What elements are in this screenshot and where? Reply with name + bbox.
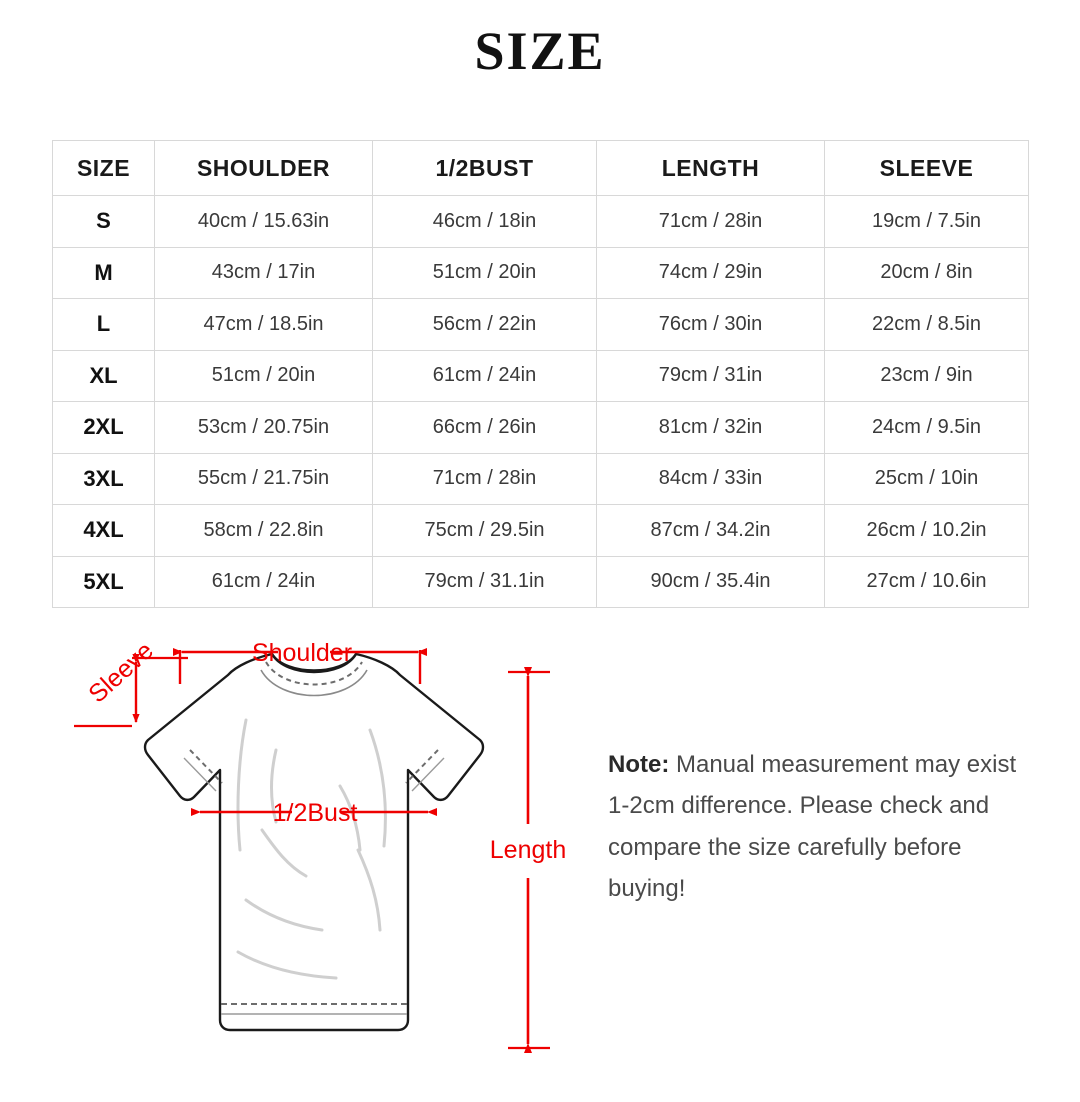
cell-length: 79cm / 31in bbox=[597, 350, 825, 402]
table-header bbox=[53, 141, 1029, 196]
cell-sleeve: 20cm / 8in bbox=[825, 247, 1029, 299]
cell-size: 2XL bbox=[53, 402, 155, 454]
cell-sleeve: 25cm / 10in bbox=[825, 453, 1029, 505]
column-header-half-bust: 1/2BUST bbox=[373, 141, 597, 196]
cell-half-bust: 66cm / 26in bbox=[373, 402, 597, 454]
note-body: Manual measurement may exist 1-2cm difference. Please check and compare the size carefully before buying! bbox=[608, 751, 1017, 902]
table-row bbox=[53, 247, 1029, 299]
cell-shoulder: 53cm / 20.75in bbox=[155, 402, 373, 454]
cell-size: L bbox=[53, 299, 155, 351]
cell-length: 81cm / 32in bbox=[597, 402, 825, 454]
cell-shoulder: 43cm / 17in bbox=[155, 247, 373, 299]
tshirt-illustration bbox=[145, 654, 483, 1030]
cell-length: 90cm / 35.4in bbox=[597, 556, 825, 608]
cell-sleeve: 22cm / 8.5in bbox=[825, 299, 1029, 351]
cell-size: M bbox=[53, 247, 155, 299]
cell-shoulder: 61cm / 24in bbox=[155, 556, 373, 608]
cell-size: 4XL bbox=[53, 505, 155, 557]
cell-shoulder: 58cm / 22.8in bbox=[155, 505, 373, 557]
cell-half-bust: 46cm / 18in bbox=[373, 196, 597, 248]
cell-sleeve: 24cm / 9.5in bbox=[825, 402, 1029, 454]
cell-sleeve: 27cm / 10.6in bbox=[825, 556, 1029, 608]
column-header-length: LENGTH bbox=[597, 141, 825, 196]
cell-sleeve: 19cm / 7.5in bbox=[825, 196, 1029, 248]
cell-shoulder: 55cm / 21.75in bbox=[155, 453, 373, 505]
sleeve-label: Sleeve bbox=[83, 636, 159, 709]
measurement-diagram bbox=[40, 600, 600, 1070]
table-row bbox=[53, 299, 1029, 351]
cell-length: 76cm / 30in bbox=[597, 299, 825, 351]
cell-half-bust: 75cm / 29.5in bbox=[373, 505, 597, 557]
table-row bbox=[53, 350, 1029, 402]
cell-size: 5XL bbox=[53, 556, 155, 608]
column-header-shoulder: SHOULDER bbox=[155, 141, 373, 196]
table-row bbox=[53, 402, 1029, 454]
cell-size: 3XL bbox=[53, 453, 155, 505]
cell-length: 71cm / 28in bbox=[597, 196, 825, 248]
page-title: SIZE bbox=[474, 21, 606, 81]
cell-length: 74cm / 29in bbox=[597, 247, 825, 299]
cell-shoulder: 47cm / 18.5in bbox=[155, 299, 373, 351]
cell-half-bust: 56cm / 22in bbox=[373, 299, 597, 351]
note-label: Note: bbox=[608, 751, 670, 778]
column-header-size: SIZE bbox=[53, 141, 155, 196]
cell-sleeve: 23cm / 9in bbox=[825, 350, 1029, 402]
cell-half-bust: 51cm / 20in bbox=[373, 247, 597, 299]
shoulder-label: Shoulder bbox=[251, 639, 353, 667]
size-chart-table-container bbox=[52, 140, 1028, 608]
table-row bbox=[53, 505, 1029, 557]
cell-length: 87cm / 34.2in bbox=[597, 505, 825, 557]
note-text bbox=[608, 744, 1028, 909]
column-header-sleeve: SLEEVE bbox=[825, 141, 1029, 196]
cell-shoulder: 51cm / 20in bbox=[155, 350, 373, 402]
table-row bbox=[53, 196, 1029, 248]
half-bust-label: 1/2Bust bbox=[272, 799, 358, 827]
cell-size: XL bbox=[53, 350, 155, 402]
cell-half-bust: 61cm / 24in bbox=[373, 350, 597, 402]
table-row bbox=[53, 453, 1029, 505]
sleeve-measure-line bbox=[74, 636, 188, 726]
cell-half-bust: 79cm / 31.1in bbox=[373, 556, 597, 608]
cell-shoulder: 40cm / 15.63in bbox=[155, 196, 373, 248]
cell-half-bust: 71cm / 28in bbox=[373, 453, 597, 505]
table-header-row bbox=[53, 141, 1029, 196]
cell-sleeve: 26cm / 10.2in bbox=[825, 505, 1029, 557]
size-chart-table bbox=[52, 140, 1029, 608]
table-body bbox=[53, 196, 1029, 608]
length-label: Length bbox=[489, 836, 567, 864]
cell-length: 84cm / 33in bbox=[597, 453, 825, 505]
length-measure-line bbox=[490, 672, 566, 1048]
cell-size: S bbox=[53, 196, 155, 248]
